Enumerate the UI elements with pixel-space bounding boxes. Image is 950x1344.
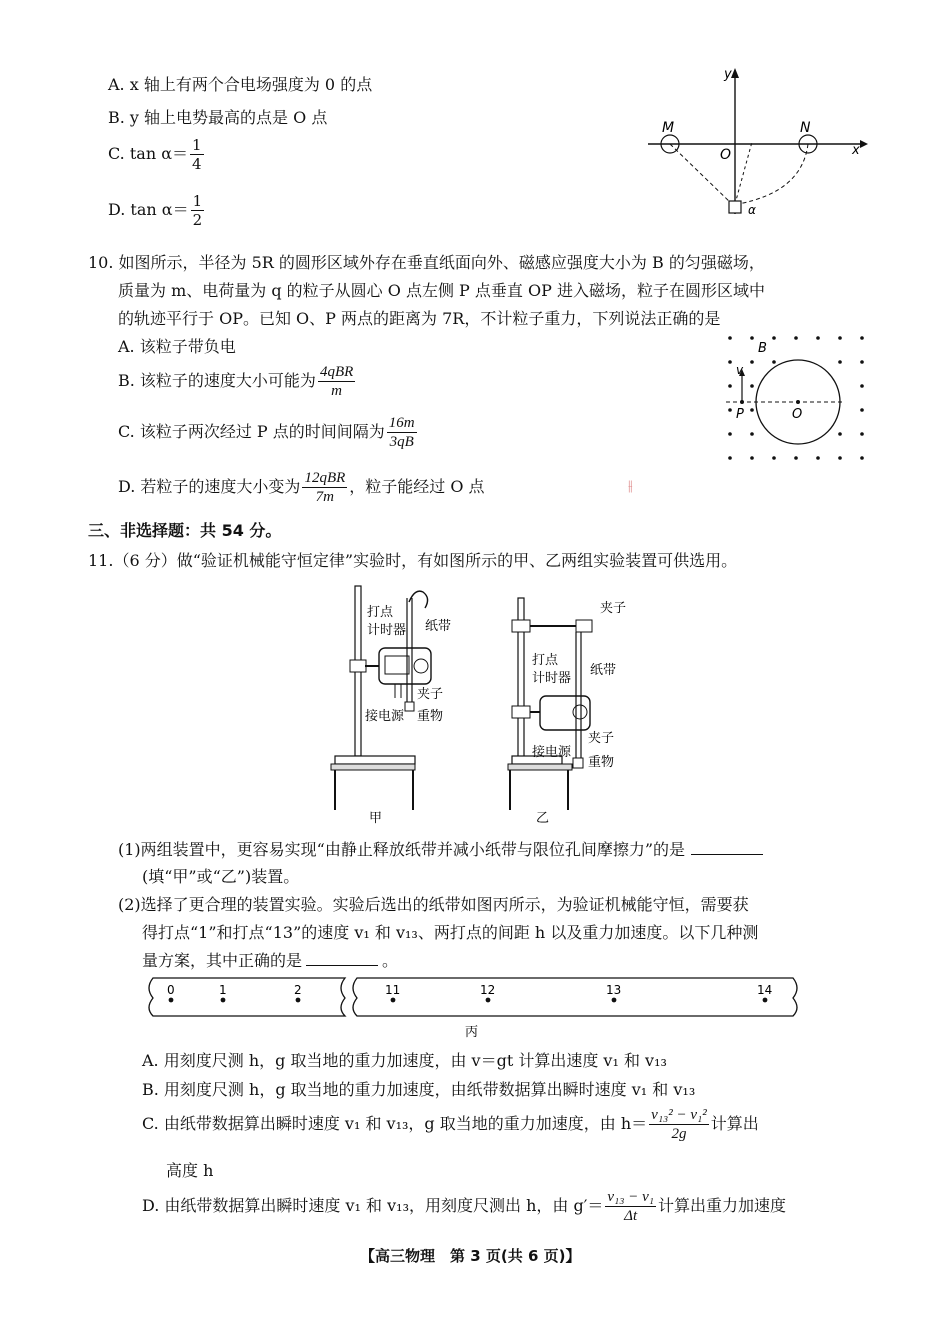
- field-dot: [860, 384, 864, 388]
- weight-box: [405, 702, 414, 711]
- page-footer: 【高三物理 第 3 页(共 6 页)】: [360, 1247, 581, 1265]
- label-clip: 夹子: [417, 687, 444, 702]
- field-dot: [860, 432, 864, 436]
- tape-dot: [391, 998, 396, 1003]
- tape-dot: [486, 998, 491, 1003]
- field-dot: [728, 384, 732, 388]
- label-b: B: [758, 341, 767, 356]
- label-m: M: [662, 120, 675, 136]
- field-dot: [728, 360, 732, 364]
- q10-line2: 质量为 m、电荷量为 q 的粒子从圆心 O 点左侧 P 点垂直 OP 进入磁场，粒子在圆形区域中: [118, 281, 765, 300]
- q11-option-d-label: D. 由纸带数据算出瞬时速度 v₁ 和 v₁₃，用刻度尺测出 h，由 g′＝: [142, 1196, 604, 1215]
- q9-option-c-fraction: $\frac{1}{4}$: [192, 136, 202, 173]
- stand-base: [335, 756, 415, 764]
- q9-figure: [640, 64, 870, 224]
- caption-jia: 甲: [369, 811, 383, 826]
- apparatus-jia-figure: [325, 578, 485, 828]
- field-dot: [794, 336, 798, 340]
- paper-tape-figure: [145, 974, 805, 1044]
- q10-option-b-label: B. 该粒子的速度大小可能为: [118, 371, 316, 390]
- q11-option-a: A. 用刻度尺测 h，g 取当地的重力加速度，由 v＝gt 计算出速度 v₁ 和 v₁₃: [142, 1051, 667, 1070]
- clamp-block: [512, 706, 530, 718]
- y-axis-arrow-icon: [731, 68, 739, 78]
- field-dot: [750, 408, 754, 412]
- field-dot: [772, 360, 776, 364]
- label-n: N: [800, 120, 811, 136]
- q9-option-c: [108, 136, 206, 173]
- q11-part2-line3: [142, 948, 398, 971]
- field-dot: [750, 432, 754, 436]
- q11-option-d: [142, 1188, 786, 1225]
- tape-label: 13: [606, 983, 622, 997]
- label-weight: 重物: [588, 755, 615, 770]
- label-o: O: [792, 407, 803, 422]
- field-dot: [750, 336, 754, 340]
- label-timer-1: 打点: [532, 653, 559, 668]
- field-dot: [772, 336, 776, 340]
- label-timer-2: 计时器: [532, 671, 572, 686]
- label-weight: 重物: [417, 709, 444, 724]
- timer-inner: [385, 656, 409, 674]
- field-dot: [860, 360, 864, 364]
- answer-blank-1[interactable]: [691, 854, 763, 855]
- label-power: 接电源: [365, 709, 405, 724]
- label-tape: 纸带: [425, 619, 452, 634]
- q10-figure: [722, 330, 872, 465]
- q10-option-b: [118, 363, 357, 400]
- q10-option-c-label: C. 该粒子两次经过 P 点的时间间隔为: [118, 422, 385, 441]
- q10-option-c-fraction: $\frac{16m}{3qB}$: [388, 415, 415, 450]
- tape-label: 14: [757, 983, 773, 997]
- q11-option-c-line2: 高度 h: [166, 1161, 214, 1180]
- label-o: O: [720, 147, 732, 163]
- tape-segment-right: [353, 978, 797, 1016]
- tape-label: 2: [294, 983, 302, 997]
- tape-label: 11: [385, 983, 401, 997]
- tape-dot: [296, 998, 301, 1003]
- dashed-arc-n: [738, 144, 808, 204]
- tape-label: 0: [167, 983, 175, 997]
- q11-option-c-tail: 计算出: [710, 1114, 759, 1133]
- field-dot: [816, 456, 820, 460]
- q11-option-c-label: C. 由纸带数据算出瞬时速度 v₁ 和 v₁₃，g 取当地的重力加速度，由 h＝: [142, 1114, 648, 1133]
- point-q-box: [729, 201, 741, 213]
- field-dot: [838, 456, 842, 460]
- tape-dot: [612, 998, 617, 1003]
- x-axis-arrow-icon: [860, 140, 868, 148]
- q10-option-d-fraction: $\frac{\text{12qBR}}{7m}$: [304, 470, 346, 505]
- tape-segment-left: [149, 978, 345, 1016]
- field-dot: [728, 456, 732, 460]
- table-top: [331, 764, 415, 770]
- field-dot: [838, 336, 842, 340]
- q9-option-b: B. y 轴上电势最高的点是 O 点: [108, 108, 328, 127]
- q11-option-c-fraction: $\frac{\text{v₁₃² − v₁²}}{2g}$: [651, 1107, 707, 1142]
- answer-blank-2[interactable]: [306, 965, 378, 966]
- field-dot: [838, 432, 842, 436]
- field-dot: [860, 336, 864, 340]
- field-dot: [816, 336, 820, 340]
- q10-option-d-label: D. 若粒子的速度大小变为: [118, 477, 301, 496]
- q9-option-d-fraction: $\frac{1}{2}$: [192, 192, 203, 229]
- q10-line3: 的轨迹平行于 OP。已知 O、P 两点的距离为 7R，不计粒子重力，下列说法正确的是: [118, 309, 721, 328]
- clamp-block-top: [512, 620, 530, 632]
- q9-option-a: A. x 轴上有两个合电场强度为 0 的点: [108, 75, 373, 94]
- field-dot: [728, 336, 732, 340]
- q11-part2-end: 。: [382, 951, 399, 970]
- field-dot: [750, 456, 754, 460]
- field-dot: [728, 408, 732, 412]
- top-clip: [576, 620, 592, 632]
- label-timer-2: 计时器: [367, 623, 407, 638]
- label-timer-1: 打点: [367, 605, 394, 620]
- label-y: y: [724, 67, 732, 82]
- tape-label: 1: [219, 983, 227, 997]
- q11-option-d-fraction: $\frac{\text{v₁₃ − v₁}}{\Delta t}$: [607, 1189, 654, 1224]
- label-p: P: [736, 407, 744, 422]
- label-alpha: α: [748, 203, 756, 217]
- q11-part2-line3-text: 量方案，其中正确的是: [142, 951, 303, 970]
- field-dot: [750, 384, 754, 388]
- q10-option-d-tail: ，粒子能经过 O 点: [349, 477, 485, 496]
- label-v: v: [736, 363, 744, 377]
- q11-option-b: B. 用刻度尺测 h，g 取当地的重力加速度，由纸带数据算出瞬时速度 v₁ 和 v₁₃: [142, 1080, 696, 1099]
- caption-yi: 乙: [536, 811, 550, 826]
- field-dot: [794, 456, 798, 460]
- tape-dot: [221, 998, 226, 1003]
- q11-option-c: [142, 1106, 759, 1143]
- label-x: x: [852, 143, 860, 158]
- q10-option-a: A. 该粒子带负电: [118, 337, 236, 356]
- q11-part2-line1: (2)选择了更合理的装置实验。实验后选出的纸带如图丙所示，为验证机械能守恒，需要获: [118, 895, 749, 914]
- section-3-heading: 三、非选择题：共 54 分。: [88, 521, 282, 540]
- field-dot: [860, 408, 864, 412]
- caption-bing: 丙: [465, 1025, 479, 1040]
- q11-part1-text: (1)两组装置中，更容易实现“由静止释放纸带并减小纸带与限位孔间摩擦力”的是: [118, 840, 686, 859]
- clamp-block: [350, 660, 366, 672]
- q11-part1-line2: (填“甲”或“乙”)装置。: [142, 867, 300, 886]
- q9-option-d-label: D. tan α＝: [108, 200, 189, 219]
- field-dot: [838, 360, 842, 364]
- label-tape: 纸带: [590, 663, 617, 678]
- q11-option-d-tail: 计算出重力加速度: [657, 1196, 786, 1215]
- q11-intro: 11.（6 分）做“验证机械能守恒定律”实验时，有如图所示的甲、乙两组实验装置可供选用。: [88, 551, 738, 570]
- apparatus-yi-figure: [502, 590, 652, 828]
- q10-option-d: [118, 469, 485, 506]
- tape-dot: [169, 998, 174, 1003]
- weight-box: [573, 758, 583, 768]
- label-power: 接电源: [532, 745, 572, 760]
- point-o: [796, 400, 800, 404]
- q11-part1-line1: [118, 837, 763, 860]
- tape-label: 12: [480, 983, 496, 997]
- table-top: [508, 764, 572, 770]
- field-dot: [860, 456, 864, 460]
- label-clip-top: 夹子: [600, 601, 627, 616]
- red-pen-mark: ⫲: [628, 478, 633, 494]
- q10-option-c: [118, 414, 419, 451]
- point-p: [740, 400, 744, 404]
- q9-option-c-label: C. tan α＝: [108, 144, 189, 163]
- timer-coil: [414, 659, 428, 673]
- q10-option-b-fraction: $\frac{\text{4qBR}}{m}$: [319, 364, 354, 399]
- field-dot: [772, 456, 776, 460]
- dashed-line-alpha: [735, 142, 752, 204]
- label-clip: 夹子: [588, 731, 615, 746]
- tape-dot: [763, 998, 768, 1003]
- field-dot: [728, 432, 732, 436]
- timer-coil: [573, 705, 587, 719]
- q10-line1: 10. 如图所示，半径为 5R 的圆形区域外存在垂直纸面向外、磁感应强度大小为 B 的匀强磁场，: [88, 253, 765, 272]
- q9-option-d: [108, 192, 206, 229]
- field-dot: [750, 360, 754, 364]
- q11-part2-line2: 得打点“1”和打点“13”的速度 v₁ 和 v₁₃、两打点的间距 h 以及重力加速度。以下几种测: [142, 923, 759, 942]
